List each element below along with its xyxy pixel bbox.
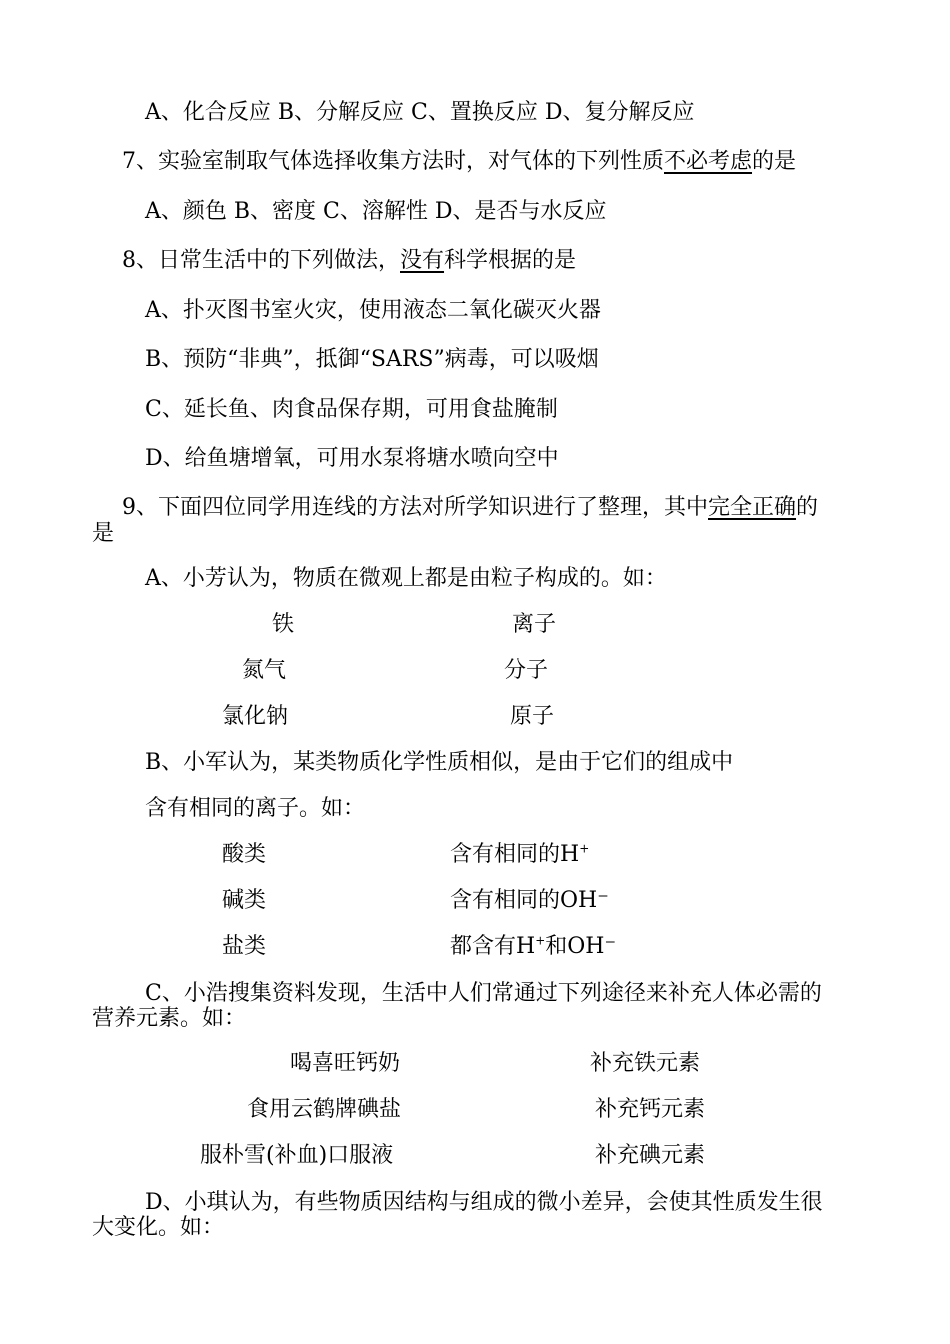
q8-option-c: C、延长鱼、肉食品保存期，可用食盐腌制 [145, 397, 558, 422]
q9-option-c-intro-2: 营养元素。如： [92, 1006, 247, 1031]
q9-stem-underlined: 完全正确 [708, 495, 797, 520]
q9-option-c-intro-1: C、小浩搜集资料发现，生活中人们常通过下列途径来补充人体必需的 [145, 981, 822, 1006]
question-6-options: A、化合反应 B、分解反应 C、置换反应 D、复分解反应 [145, 100, 695, 125]
question-9-stem [122, 495, 818, 521]
q9a-left-2: 氮气 [242, 658, 287, 683]
q9b-right-1-text: 含有相同的H [450, 842, 580, 867]
question-7-stem [122, 149, 796, 175]
q9b-right-3-sup: + [535, 933, 546, 948]
q9-option-a-intro: A、小芳认为，物质在微观上都是由粒子构成的。如： [145, 566, 667, 591]
q8-option-d: D、给鱼塘增氧，可用水泵将塘水喷向空中 [145, 446, 559, 471]
q9-option-b-intro-2: 含有相同的离子。如： [145, 796, 366, 821]
q9c-right-1: 补充铁元素 [590, 1051, 701, 1076]
q8-option-a: A、扑灭图书室火灾，使用液态二氧化碳灭火器 [145, 298, 601, 323]
q9a-left-1: 铁 [272, 612, 295, 637]
q9b-right-3 [450, 934, 616, 960]
q8-option-b: B、预防“非典”，抵御“SARS”病毒，可以吸烟 [145, 347, 599, 372]
q8-stem-text: 8、日常生活中的下列做法， [122, 248, 400, 273]
q9-option-d-intro-1: D、小琪认为，有些物质因结构与组成的微小差异，会使其性质发生很 [145, 1190, 823, 1215]
q9a-right-2: 分子 [504, 658, 549, 683]
q9b-right-1-sup: + [579, 841, 590, 856]
q7-stem-underlined: 不必考虑 [664, 149, 753, 174]
q7-stem-end: 的是 [752, 149, 797, 174]
q9b-left-1: 酸类 [222, 842, 267, 867]
q9a-left-3: 氯化钠 [222, 704, 289, 729]
q9-stem-end: 的 [796, 495, 819, 520]
q9c-left-2: 食用云鹤牌碘盐 [247, 1097, 402, 1122]
q9c-left-3: 服朴雪(补血)口服液 [200, 1143, 394, 1168]
question-7-options: A、颜色 B、密度 C、溶解性 D、是否与水反应 [145, 199, 607, 224]
q9b-right-3-text: 都含有H [450, 934, 536, 959]
q9-option-d-intro-2: 大变化。如： [92, 1215, 225, 1240]
q8-stem-end: 科学根据的是 [444, 248, 577, 273]
question-8-stem [122, 248, 576, 274]
q9b-right-2: 含有相同的OH⁻ [450, 888, 609, 913]
q9b-right-3-end: 和OH⁻ [545, 934, 617, 959]
q9c-right-2: 补充钙元素 [595, 1097, 706, 1122]
q9b-left-2: 碱类 [222, 888, 267, 913]
q9a-right-1: 离子 [512, 612, 557, 637]
q7-stem-text: 7、实验室制取气体选择收集方法时，对气体的下列性质 [122, 149, 664, 174]
q9b-right-1 [450, 842, 589, 868]
q9-stem-text: 9、下面四位同学用连线的方法对所学知识进行了整理，其中 [122, 495, 708, 520]
q9b-left-3: 盐类 [222, 934, 267, 959]
q9-option-b-intro-1: B、小军认为，某类物质化学性质相似，是由于它们的组成中 [145, 750, 734, 775]
q9c-right-3: 补充碘元素 [595, 1143, 706, 1168]
question-9-stem-wrap: 是 [92, 521, 115, 546]
q8-stem-underlined: 没有 [400, 248, 445, 273]
q9a-right-3: 原子 [510, 704, 555, 729]
q9c-left-1: 喝喜旺钙奶 [290, 1051, 401, 1076]
